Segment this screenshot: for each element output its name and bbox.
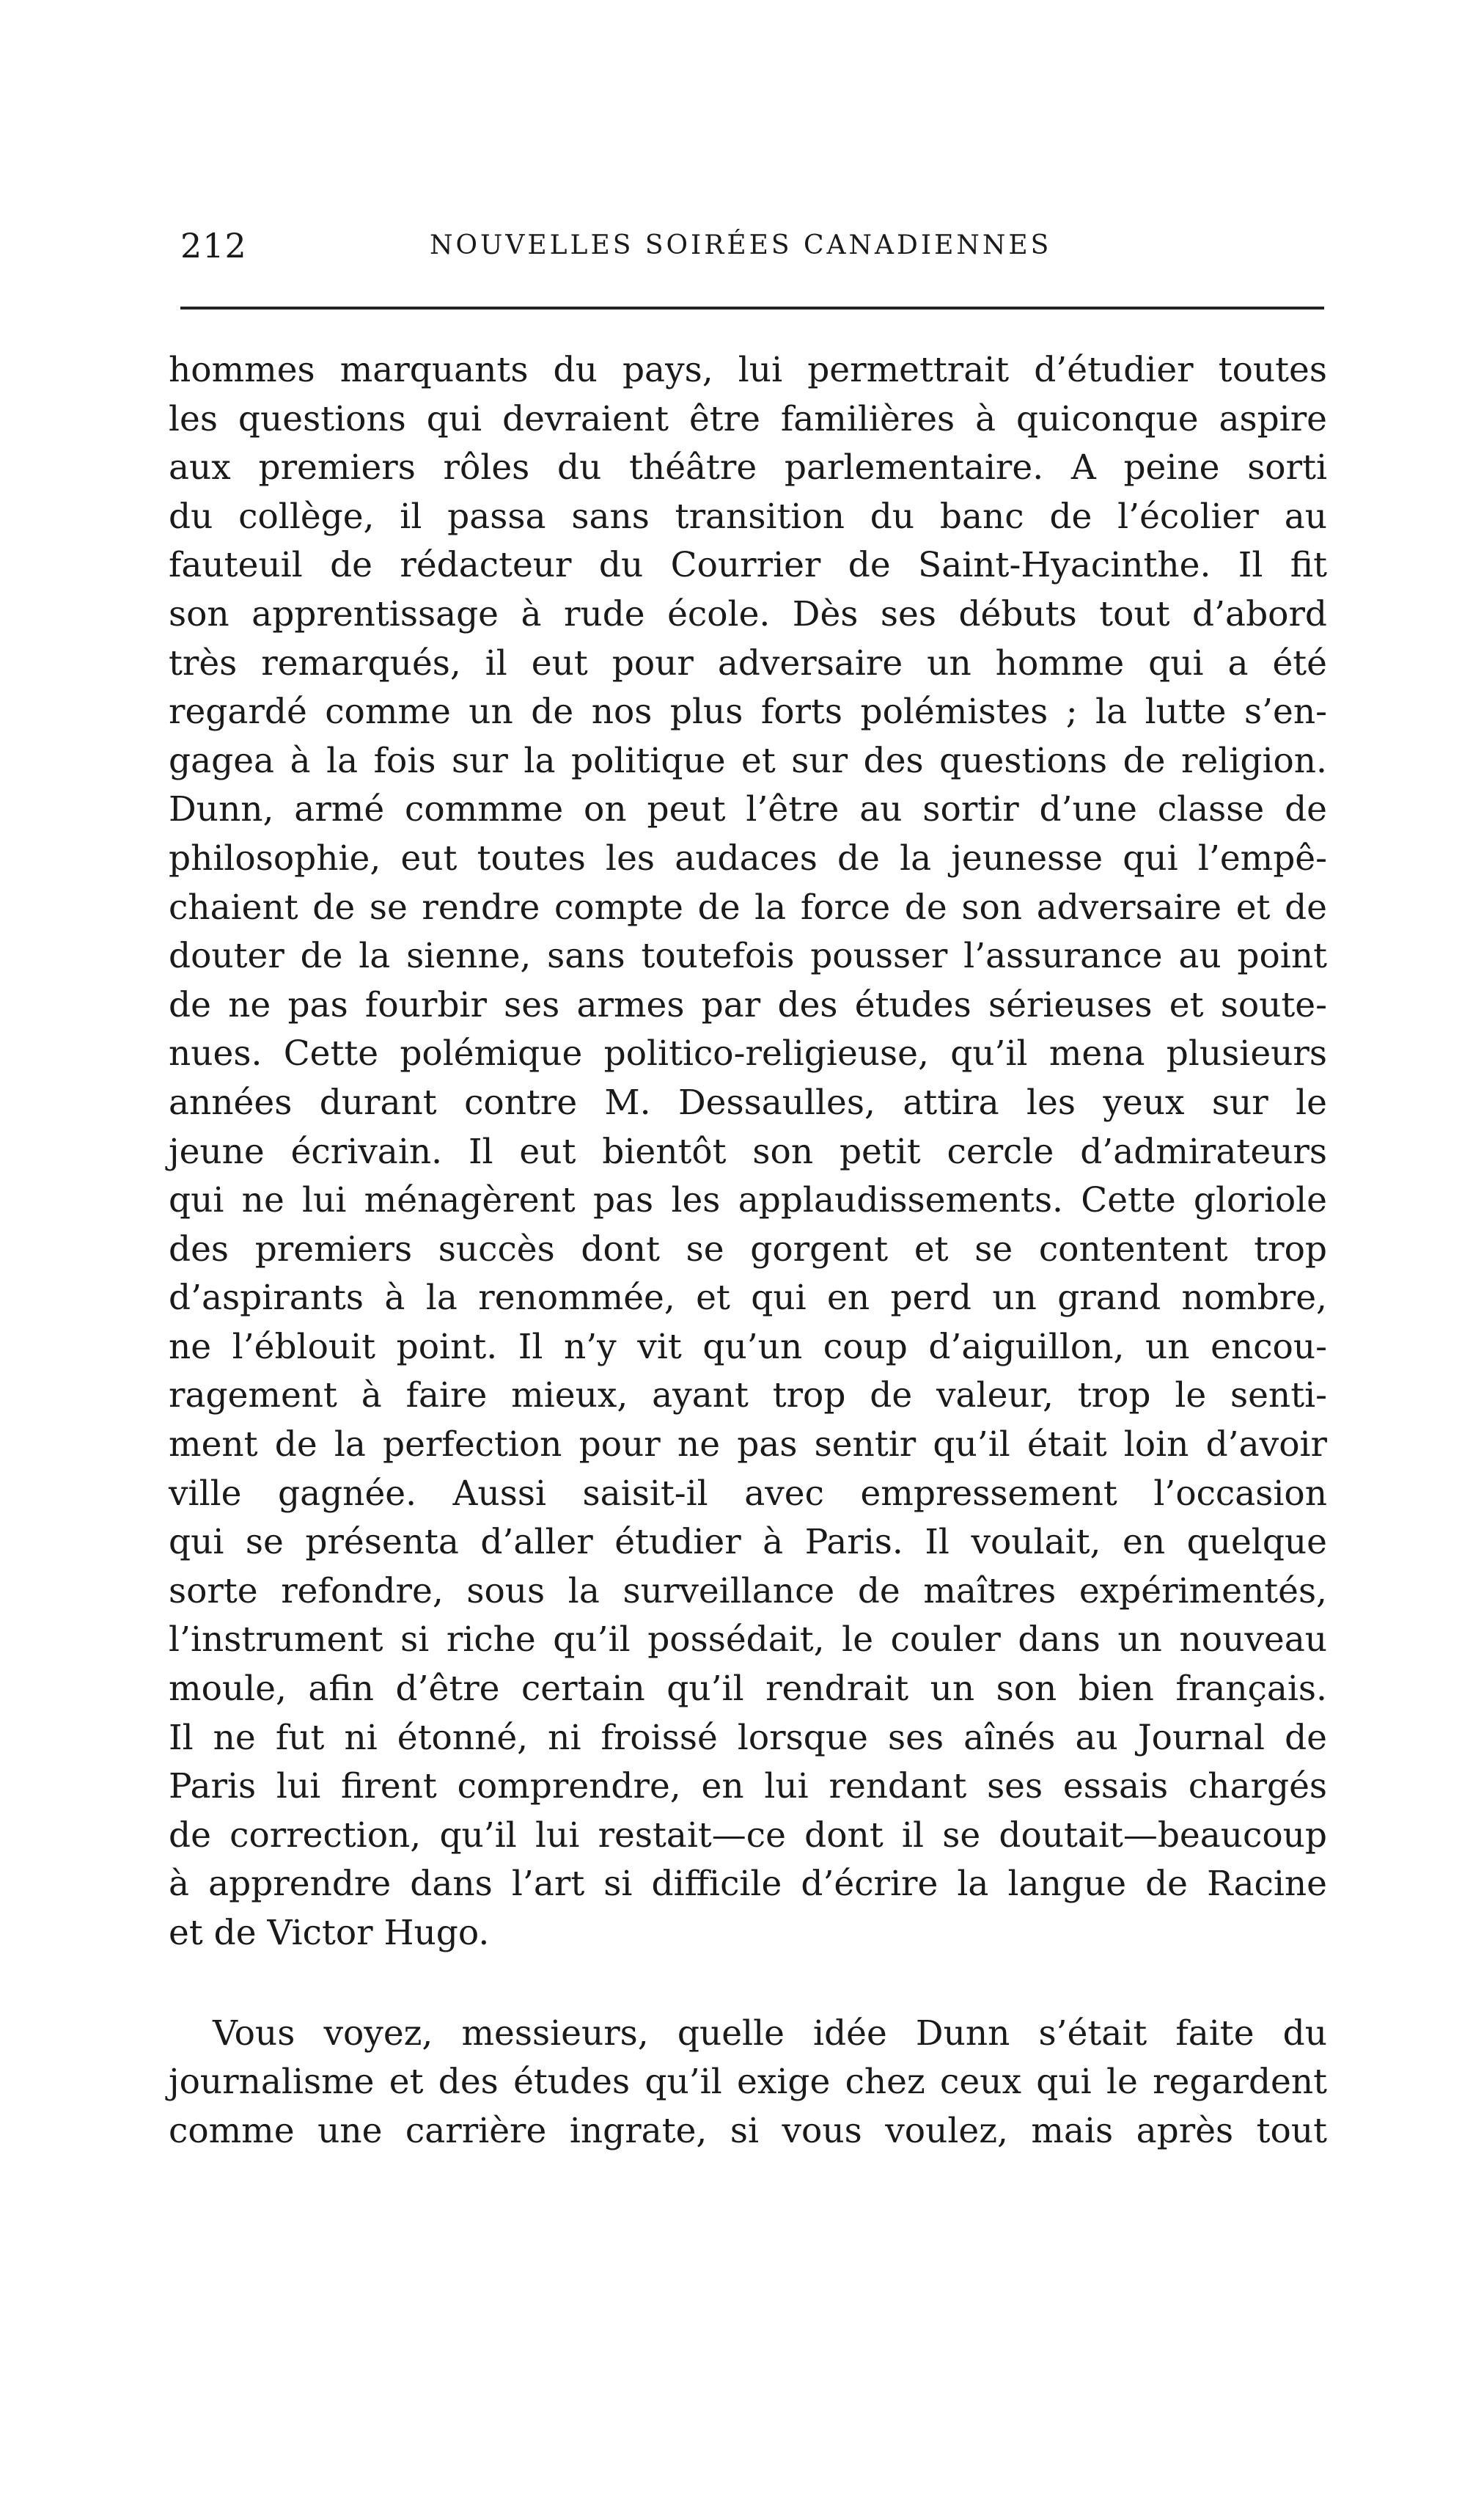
paragraph-gap [169,1958,1327,2010]
paragraph-2 [169,2010,1327,2156]
text-line: d’aspirants à la renommée, et qui en perd un grand nombre, [169,1278,1327,1319]
paragraph-1 [169,346,1327,1958]
text-line: gagea à la fois sur la politique et sur des questions de religion. [169,740,1327,781]
header-rule [180,307,1324,310]
text-line: années durant contre M. Dessaulles, attira les yeux sur le [169,1082,1327,1123]
text-line: ment de la perfection pour ne pas sentir qu’il était loin d’avoir [169,1424,1327,1465]
text-line: douter de la sienne, sans toutefois pousser l’assurance au point [169,936,1327,977]
text-line: ne l’éblouit point. Il n’y vit qu’un coup d’aiguillon, un encou- [169,1326,1327,1367]
text-line: Vous voyez, messieurs, quelle idée Dunn s’était faite du [213,2013,1327,2054]
text-line: Dunn, armé commme on peut l’être au sortir d’une classe de [169,789,1327,830]
text-line: de ne pas fourbir ses armes par des études sérieuses et soute- [169,984,1327,1025]
text-line: aux premiers rôles du théâtre parlementaire. A peine sorti [169,447,1327,488]
text-line: les questions qui devraient être familières à quiconque aspire [169,398,1327,439]
text-line: qui ne lui ménagèrent pas les applaudissements. Cette gloriole [169,1180,1327,1221]
text-line: moule, afin d’être certain qu’il rendrait un son bien français. [169,1669,1327,1710]
text-line: à apprendre dans l’art si difficile d’écrire la langue de Racine [169,1864,1327,1905]
text-line: Paris lui firent comprendre, en lui rendant ses essais chargés [169,1766,1327,1807]
text-line: Il ne fut ni étonné, ni froissé lorsque ses aînés au Journal de [169,1717,1327,1758]
text-line: du collège, il passa sans transition du banc de l’écolier au [169,496,1327,537]
text-line: philosophie, eut toutes les audaces de la jeunesse qui l’empê- [169,838,1327,879]
text-line: ville gagnée. Aussi saisit-il avec empressement l’occasion [169,1473,1327,1514]
running-title: NOUVELLES SOIRÉES CANADIENNES [430,230,1052,260]
text-line: ragement à faire mieux, ayant trop de valeur, trop le senti- [169,1375,1327,1416]
text-line: qui se présenta d’aller étudier à Paris. Il voulait, en quelque [169,1522,1327,1563]
text-line: sorte refondre, sous la surveillance de maîtres expérimentés, [169,1570,1327,1611]
running-head [180,226,1324,285]
text-line: très remarqués, il eut pour adversaire un homme qui a été [169,642,1327,684]
text-line: regardé comme un de nos plus forts polémistes ; la lutte s’en- [169,692,1327,733]
text-line: chaient de se rendre compte de la force de son adversaire et de [169,887,1327,928]
body-text [169,346,1327,2156]
text-line: de correction, qu’il lui restait—ce dont il se doutait—beaucoup [169,1815,1327,1856]
text-line: et de Victor Hugo. [169,1913,490,1953]
text-line: hommes marquants du pays, lui permettrait d’étudier toutes [169,350,1327,390]
text-line: l’instrument si riche qu’il possédait, le couler dans un nouveau [169,1619,1327,1660]
text-line: son apprentissage à rude école. Dès ses débuts tout d’abord [169,593,1327,634]
page-number: 212 [180,226,247,266]
text-line: des premiers succès dont se gorgent et se contentent trop [169,1228,1327,1270]
text-line: journalisme et des études qu’il exige chez ceux qui le regardent [169,2062,1327,2103]
text-line: jeune écrivain. Il eut bientôt son petit cercle d’admirateurs [169,1131,1327,1172]
text-line: comme une carrière ingrate, si vous voulez, mais après tout [169,2110,1327,2151]
text-line: fauteuil de rédacteur du Courrier de Saint-Hyacinthe. Il fit [169,545,1327,586]
text-line: nues. Cette polémique politico-religieuse, qu’il mena plusieurs [169,1033,1327,1074]
